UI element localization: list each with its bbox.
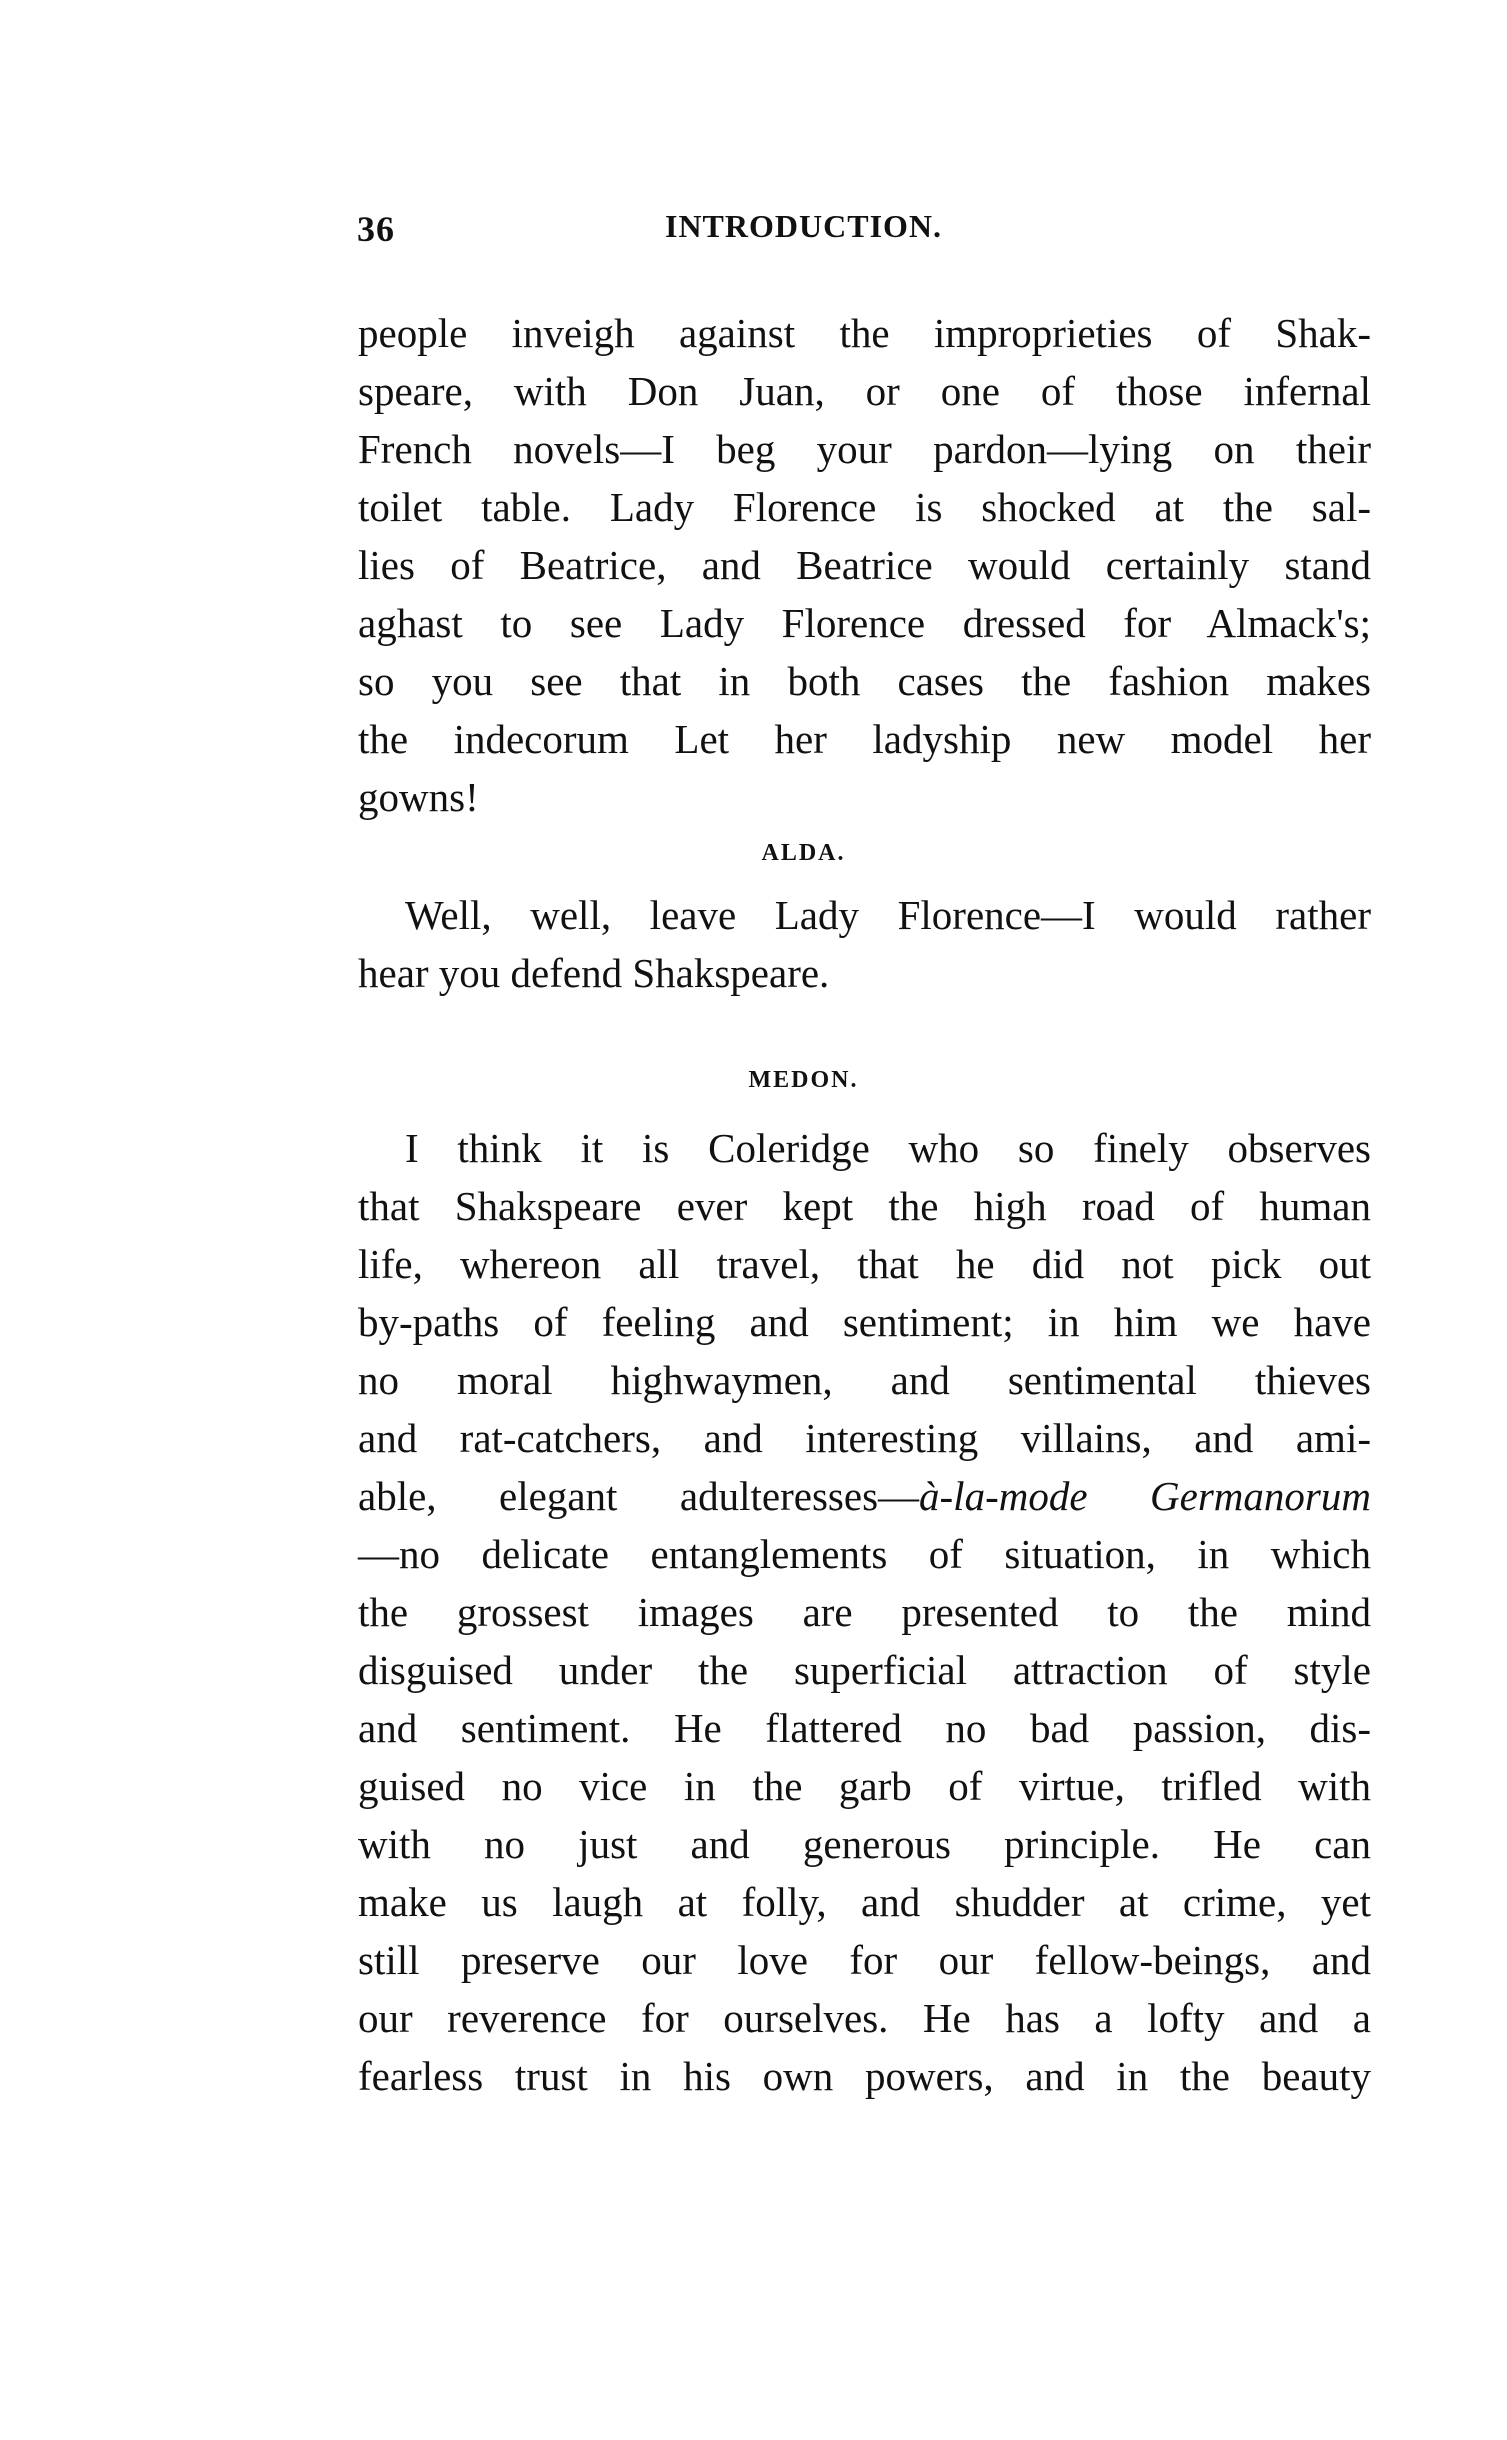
text-line: —no delicate entanglements of situation, in which bbox=[358, 1531, 1371, 1577]
paragraph-1 bbox=[358, 304, 1371, 826]
text-line: fearless trust in his own powers, and in the beauty bbox=[358, 2053, 1371, 2099]
text-line: so you see that in both cases the fashion makes bbox=[358, 658, 1371, 704]
speaker-alda: ALDA. bbox=[761, 840, 846, 866]
text-line: hear you defend Shakspeare. bbox=[358, 950, 830, 996]
text-line: the indecorum Let her ladyship new model her bbox=[358, 716, 1371, 762]
text-line: toilet table. Lady Florence is shocked at the sal- bbox=[358, 484, 1371, 530]
paragraph-2 bbox=[358, 886, 1371, 1002]
page-number: 36 bbox=[357, 209, 395, 249]
text-line: guised no vice in the garb of virtue, trifled with bbox=[358, 1763, 1371, 1809]
text-line: gowns! bbox=[358, 774, 479, 820]
text-line: aghast to see Lady Florence dressed for Almack's; bbox=[358, 600, 1371, 646]
speaker-medon: MEDON. bbox=[748, 1067, 859, 1093]
text-line: by-paths of feeling and sentiment; in him we have bbox=[358, 1299, 1371, 1345]
text-line: with no just and generous principle. He can bbox=[358, 1821, 1371, 1867]
text-line: life, whereon all travel, that he did not pick out bbox=[358, 1241, 1371, 1287]
text-line: people inveigh against the improprieties of Shak- bbox=[358, 310, 1371, 356]
text-line: the grossest images are presented to the mind bbox=[358, 1589, 1371, 1635]
text-line: and rat-catchers, and interesting villains, and ami- bbox=[358, 1415, 1371, 1461]
text-line: and sentiment. He flattered no bad passion, dis- bbox=[358, 1705, 1371, 1751]
text-line: still preserve our love for our fellow-beings, and bbox=[358, 1937, 1371, 1983]
text-line: Well, well, leave Lady Florence—I would rather bbox=[405, 892, 1371, 938]
text-line: that Shakspeare ever kept the high road of human bbox=[358, 1183, 1371, 1229]
text-line: no moral highwaymen, and sentimental thieves bbox=[358, 1357, 1371, 1403]
running-head: INTRODUCTION. bbox=[664, 208, 943, 244]
text-line: our reverence for ourselves. He has a lofty and a bbox=[358, 1995, 1371, 2041]
paragraph-3 bbox=[358, 1119, 1371, 2105]
text-line: make us laugh at folly, and shudder at crime, yet bbox=[358, 1879, 1371, 1925]
text-line: French novels—I beg your pardon—lying on their bbox=[358, 426, 1371, 472]
text-line: I think it is Coleridge who so finely observes bbox=[405, 1125, 1371, 1171]
text-line: speare, with Don Juan, or one of those infernal bbox=[358, 368, 1371, 414]
text-line: able, elegant adulteresses—à-la-mode Germanorum bbox=[358, 1473, 1371, 1519]
text-line: disguised under the superficial attraction of style bbox=[358, 1647, 1371, 1693]
text-line: lies of Beatrice, and Beatrice would certainly stand bbox=[358, 542, 1371, 588]
italic-phrase: à-la-mode Germanorum bbox=[919, 1473, 1371, 1519]
